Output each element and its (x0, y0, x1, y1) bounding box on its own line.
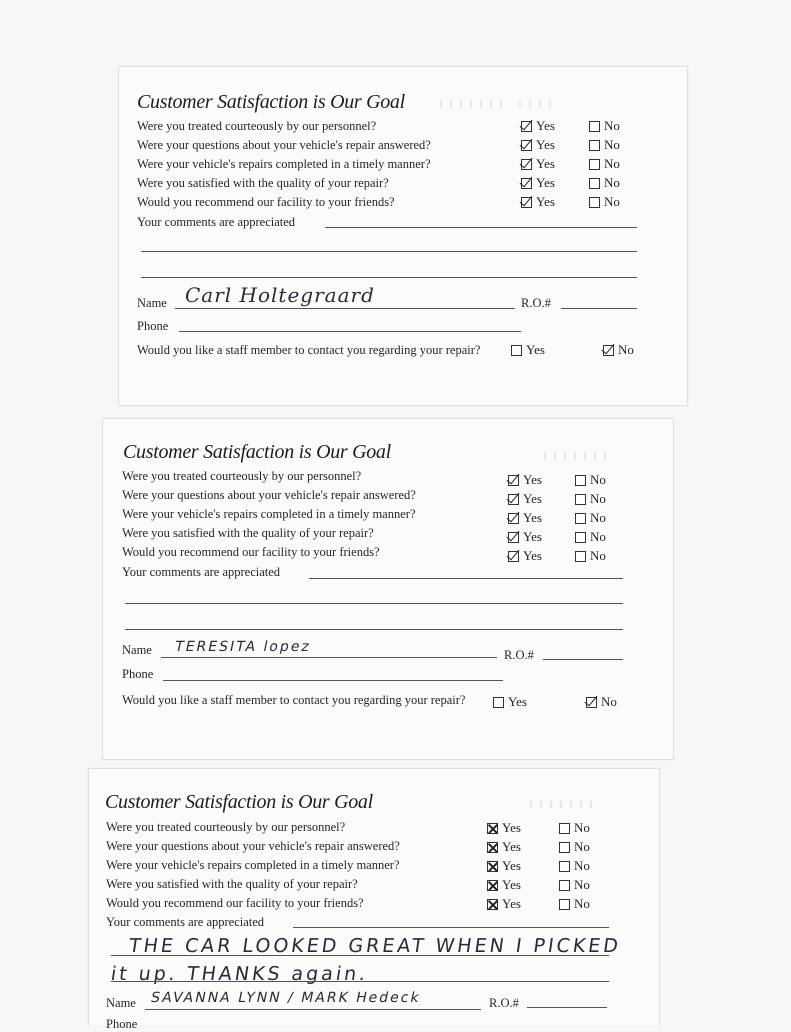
comment-line[interactable] (293, 927, 609, 928)
phone-line[interactable] (179, 331, 521, 332)
name-label: Name (122, 643, 152, 657)
question-3: Were your vehicle's repairs completed in a timely manner? (106, 858, 400, 872)
comment-line[interactable] (141, 277, 637, 278)
q3-no-option[interactable]: No (559, 858, 590, 874)
contact-yes-option[interactable]: Yes (493, 694, 527, 710)
comments-label: Your comments are appreciated (106, 915, 265, 929)
q2-yes-option[interactable]: Yes (508, 491, 542, 507)
q2-no-checkbox[interactable] (589, 140, 600, 151)
question-4: Were you satisfied with the quality of your repair? (122, 526, 374, 540)
q5-yes-checkbox[interactable] (521, 197, 532, 208)
name-line[interactable] (161, 657, 497, 658)
q4-no-checkbox[interactable] (559, 880, 570, 891)
contact-no-option[interactable]: No (603, 342, 634, 358)
comment-line[interactable] (111, 955, 609, 956)
q2-yes-checkbox[interactable] (487, 842, 498, 853)
question-2: Were your questions about your vehicle's repair answered? (137, 138, 431, 152)
q5-yes-option[interactable]: Yes (487, 896, 521, 912)
name-label: Name (106, 996, 136, 1010)
q3-no-option[interactable]: No (575, 510, 606, 526)
q5-no-checkbox[interactable] (559, 899, 570, 910)
comment-line[interactable] (111, 981, 609, 982)
q1-no-checkbox[interactable] (589, 121, 600, 132)
card-title: Customer Satisfaction is Our Goal (105, 791, 373, 813)
question-4: Were you satisfied with the quality of your repair? (137, 176, 389, 190)
ro-line[interactable] (543, 659, 623, 660)
contact-no-checkbox[interactable] (586, 697, 597, 708)
comment-line[interactable] (125, 629, 623, 630)
q3-yes-option[interactable]: Yes (508, 510, 542, 526)
card-title: Customer Satisfaction is Our Goal (137, 91, 405, 113)
q5-no-checkbox[interactable] (589, 197, 600, 208)
q4-yes-option[interactable]: Yes (487, 877, 521, 893)
question-2: Were your questions about your vehicle's repair answered? (106, 839, 400, 853)
ro-label: R.O.# (521, 296, 551, 310)
comment-line[interactable] (309, 578, 623, 579)
q4-yes-checkbox[interactable] (508, 532, 519, 543)
question-5: Would you recommend our facility to your friends? (137, 195, 395, 209)
q1-yes-checkbox[interactable] (487, 823, 498, 834)
q4-yes-option[interactable]: Yes (521, 175, 555, 191)
q3-yes-checkbox[interactable] (521, 159, 532, 170)
q1-yes-option[interactable]: Yes (521, 118, 555, 134)
q4-yes-checkbox[interactable] (521, 178, 532, 189)
q5-no-option[interactable]: No (589, 194, 620, 210)
ro-line[interactable] (527, 1007, 607, 1008)
question-5: Would you recommend our facility to your friends? (122, 545, 380, 559)
q1-no-checkbox[interactable] (575, 475, 586, 486)
q2-no-checkbox[interactable] (559, 842, 570, 853)
ro-line[interactable] (561, 308, 637, 309)
ro-label: R.O.# (489, 996, 519, 1010)
name-label: Name (137, 296, 167, 310)
name-line[interactable] (145, 1009, 481, 1010)
q1-no-checkbox[interactable] (559, 823, 570, 834)
contact-question: Would you like a staff member to contact you regarding your repair? (137, 343, 481, 357)
q3-no-option[interactable]: No (589, 156, 620, 172)
q2-yes-option[interactable]: Yes (521, 137, 555, 153)
q1-yes-option[interactable]: Yes (487, 820, 521, 836)
comment-line[interactable] (141, 251, 637, 252)
customer-name: TERESITA lopez (173, 639, 313, 655)
q2-yes-checkbox[interactable] (521, 140, 532, 151)
q2-no-checkbox[interactable] (575, 494, 586, 505)
comments-label: Your comments are appreciated (137, 215, 296, 229)
survey-card-2: IIIIIII Customer Satisfaction is Our Goal Were you treated courteously by our personnel? Were your questions about your vehicle's repair answered? Were your vehicle's repairs completed in a timely manner? Were you satisfied with the quality of your repair? Would you recommend our facility to your friends? Yes Yes Yes Yes Yes No No No No No Your comments are appreciated Name TERESITA lopez R.O.# Phone Would you like a staff member to contact you regarding your repair? Yes No (102, 418, 674, 760)
name-line[interactable] (175, 308, 515, 309)
q1-yes-checkbox[interactable] (521, 121, 532, 132)
q5-no-option[interactable]: No (575, 548, 606, 564)
q5-no-checkbox[interactable] (575, 551, 586, 562)
q4-no-option[interactable]: No (575, 529, 606, 545)
comments-label: Your comments are appreciated (122, 565, 281, 579)
customer-name: SAVANNA LYNN / MARK Hedeck (149, 990, 423, 1006)
q3-yes-option[interactable]: Yes (487, 858, 521, 874)
question-3: Were your vehicle's repairs completed in a timely manner? (137, 157, 431, 171)
phone-label: Phone (106, 1017, 138, 1031)
card-title: Customer Satisfaction is Our Goal (123, 441, 391, 463)
question-4: Were you satisfied with the quality of your repair? (106, 877, 358, 891)
q3-yes-checkbox[interactable] (487, 861, 498, 872)
q3-yes-checkbox[interactable] (508, 513, 519, 524)
q1-yes-option[interactable]: Yes (508, 472, 542, 488)
contact-yes-option[interactable]: Yes (511, 342, 545, 358)
q1-no-option[interactable]: No (559, 820, 590, 836)
question-1: Were you treated courteously by our personnel? (137, 119, 377, 133)
q3-no-checkbox[interactable] (575, 513, 586, 524)
q2-no-option[interactable]: No (589, 137, 620, 153)
q3-no-checkbox[interactable] (589, 159, 600, 170)
q5-yes-checkbox[interactable] (487, 899, 498, 910)
question-1: Were you treated courteously by our personnel? (122, 469, 362, 483)
survey-card-1: IIIIIII IIII Customer Satisfaction is Our Goal Were you treated courteously by our personnel? Were your questions about your vehicle's repair answered? Were your vehicle's repairs completed in a timely manner? Were you satisfied with the quality of your repair? Would you recommend our facility to your friends? Yes Yes Yes Yes Yes No No No No No Your comments are appreciated Name Carl Holtegraard R.O.# Phone Would you like a staff member to contact you regarding your repair? Yes No (118, 66, 688, 406)
q5-no-option[interactable]: No (559, 896, 590, 912)
comment-line-2: it up. THANKS again. (109, 963, 370, 985)
q2-yes-option[interactable]: Yes (487, 839, 521, 855)
contact-no-checkbox[interactable] (603, 345, 614, 356)
customer-name: Carl Holtegraard (185, 283, 375, 307)
q3-no-checkbox[interactable] (559, 861, 570, 872)
phone-label: Phone (137, 319, 169, 333)
contact-yes-checkbox[interactable] (511, 345, 522, 356)
contact-yes-checkbox[interactable] (493, 697, 504, 708)
q2-no-option[interactable]: No (559, 839, 590, 855)
q4-yes-checkbox[interactable] (487, 880, 498, 891)
q4-no-option[interactable]: No (589, 175, 620, 191)
contact-question: Would you like a staff member to contact you regarding your repair? (122, 693, 466, 707)
q3-yes-option[interactable]: Yes (521, 156, 555, 172)
q5-yes-option[interactable]: Yes (521, 194, 555, 210)
q4-no-checkbox[interactable] (589, 178, 600, 189)
q2-no-option[interactable]: No (575, 491, 606, 507)
question-1: Were you treated courteously by our personnel? (106, 820, 346, 834)
ro-label: R.O.# (504, 648, 534, 662)
question-3: Were your vehicle's repairs completed in a timely manner? (122, 507, 416, 521)
q4-no-checkbox[interactable] (575, 532, 586, 543)
q1-no-option[interactable]: No (575, 472, 606, 488)
question-2: Were your questions about your vehicle's repair answered? (122, 488, 416, 502)
q1-no-option[interactable]: No (589, 118, 620, 134)
question-5: Would you recommend our facility to your friends? (106, 896, 364, 910)
q5-yes-option[interactable]: Yes (508, 548, 542, 564)
q1-yes-checkbox[interactable] (508, 475, 519, 486)
phone-line[interactable] (163, 680, 503, 681)
contact-no-option[interactable]: No (586, 694, 617, 710)
comment-line[interactable] (125, 603, 623, 604)
q2-yes-checkbox[interactable] (508, 494, 519, 505)
comment-line-1: THE CAR LOOKED GREAT WHEN I PICKED (127, 935, 623, 957)
phone-label: Phone (122, 667, 154, 681)
q5-yes-checkbox[interactable] (508, 551, 519, 562)
q4-yes-option[interactable]: Yes (508, 529, 542, 545)
q4-no-option[interactable]: No (559, 877, 590, 893)
survey-card-3: IIIIIII Customer Satisfaction is Our Goal Were you treated courteously by our personnel? Were your questions about your vehicle's repair answered? Were your vehicle's repairs completed in a timely manner? Were you satisfied with the quality of your repair? Would you recommend our facility to your friends? Yes Yes Yes Yes Yes No No No No No Your comments are appreciated THE CAR LOOKED GREAT WHEN I PICKED it up. THANKS again. Name SAVANNA LYNN / MARK Hedeck R.O.# Phone (88, 768, 660, 1025)
comment-line[interactable] (325, 227, 637, 228)
